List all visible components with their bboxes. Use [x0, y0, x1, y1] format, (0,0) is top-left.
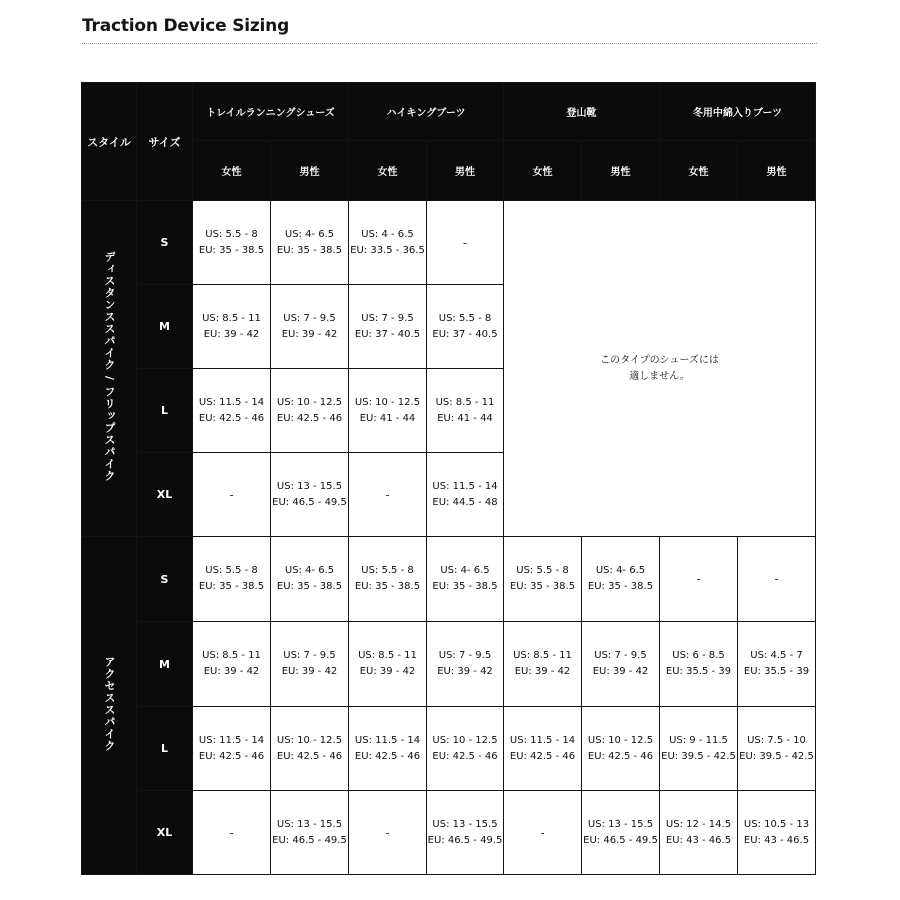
header-gender: 女性: [504, 141, 582, 201]
size-cell: US: 8.5 - 11 EU: 39 - 42: [193, 622, 271, 707]
size-cell-empty: -: [349, 453, 427, 537]
size-cell-empty: -: [349, 791, 427, 875]
size-label: L: [137, 707, 193, 791]
header-size: サイズ: [137, 83, 193, 201]
header-mountaineering-boots: 登山靴: [504, 83, 660, 141]
size-label: M: [137, 622, 193, 707]
header-gender: 女性: [193, 141, 271, 201]
size-cell: US: 11.5 - 14 EU: 44.5 - 48: [427, 453, 504, 537]
size-cell: US: 8.5 - 11 EU: 39 - 42: [504, 622, 582, 707]
header-gender: 男性: [738, 141, 816, 201]
size-cell: US: 9 - 11.5 EU: 39.5 - 42.5: [660, 707, 738, 791]
table-row: [82, 791, 816, 875]
size-cell: US: 12 - 14.5 EU: 43 - 46.5: [660, 791, 738, 875]
header-row-shoe-types: [82, 83, 816, 141]
size-cell: US: 5.5 - 8 EU: 37 - 40.5: [427, 285, 504, 369]
size-cell: US: 7.5 - 10 EU: 39.5 - 42.5: [738, 707, 816, 791]
header-trail-running-shoes: トレイルランニングシューズ: [193, 83, 349, 141]
size-cell: US: 11.5 - 14 EU: 42.5 - 46: [504, 707, 582, 791]
size-cell: US: 13 - 15.5 EU: 46.5 - 49.5: [271, 453, 349, 537]
size-cell-empty: -: [504, 791, 582, 875]
size-cell: US: 10 - 12.5 EU: 42.5 - 46: [427, 707, 504, 791]
size-cell: US: 13 - 15.5 EU: 46.5 - 49.5: [582, 791, 660, 875]
size-label: XL: [137, 791, 193, 875]
size-cell: US: 5.5 - 8 EU: 35 - 38.5: [193, 537, 271, 622]
table-row: [82, 622, 816, 707]
header-gender: 男性: [271, 141, 349, 201]
size-cell: US: 7 - 9.5 EU: 37 - 40.5: [349, 285, 427, 369]
not-applicable-note: このタイプのシューズには 適しません。: [504, 201, 816, 537]
table-row: [82, 707, 816, 791]
size-cell: US: 10 - 12.5 EU: 42.5 - 46: [271, 369, 349, 453]
size-cell: US: 4- 6.5 EU: 35 - 38.5: [271, 537, 349, 622]
style-label: アクセススパイク: [82, 537, 137, 875]
style-label: ディスタンススパイク / フリップスパイク: [82, 201, 137, 537]
size-cell: US: 5.5 - 8 EU: 35 - 38.5: [349, 537, 427, 622]
size-cell: US: 7 - 9.5 EU: 39 - 42: [582, 622, 660, 707]
header-gender: 女性: [660, 141, 738, 201]
size-cell: US: 10.5 - 13 EU: 43 - 46.5: [738, 791, 816, 875]
size-cell: US: 8.5 - 11 EU: 39 - 42: [193, 285, 271, 369]
size-cell: US: 13 - 15.5 EU: 46.5 - 49.5: [271, 791, 349, 875]
size-cell: US: 10 - 12.5 EU: 41 - 44: [349, 369, 427, 453]
title-divider: [82, 43, 817, 44]
size-cell: US: 10 - 12.5 EU: 42.5 - 46: [271, 707, 349, 791]
size-cell: US: 11.5 - 14 EU: 42.5 - 46: [193, 707, 271, 791]
size-cell-empty: -: [738, 537, 816, 622]
size-cell: US: 7 - 9.5 EU: 39 - 42: [427, 622, 504, 707]
size-cell-empty: -: [660, 537, 738, 622]
header-gender: 男性: [427, 141, 504, 201]
page-title: Traction Device Sizing: [82, 16, 290, 36]
header-hiking-boots: ハイキングブーツ: [349, 83, 504, 141]
size-cell-empty: -: [193, 791, 271, 875]
size-label: S: [137, 201, 193, 285]
size-cell: US: 4- 6.5 EU: 35 - 38.5: [271, 201, 349, 285]
size-cell: US: 5.5 - 8 EU: 35 - 38.5: [504, 537, 582, 622]
size-cell: US: 11.5 - 14 EU: 42.5 - 46: [349, 707, 427, 791]
size-cell: US: 4 - 6.5 EU: 33.5 - 36.5: [349, 201, 427, 285]
size-cell: US: 11.5 - 14 EU: 42.5 - 46: [193, 369, 271, 453]
size-cell-empty: -: [193, 453, 271, 537]
header-gender: 男性: [582, 141, 660, 201]
size-cell: US: 13 - 15.5 EU: 46.5 - 49.5: [427, 791, 504, 875]
table-row: [82, 537, 816, 622]
size-cell: US: 6 - 8.5 EU: 35.5 - 39: [660, 622, 738, 707]
size-label: S: [137, 537, 193, 622]
size-cell: US: 4- 6.5 EU: 35 - 38.5: [427, 537, 504, 622]
size-cell-empty: -: [427, 201, 504, 285]
sizing-table: [81, 82, 816, 875]
size-cell: US: 4- 6.5 EU: 35 - 38.5: [582, 537, 660, 622]
size-cell: US: 5.5 - 8 EU: 35 - 38.5: [193, 201, 271, 285]
size-cell: US: 7 - 9.5 EU: 39 - 42: [271, 285, 349, 369]
size-cell: US: 10 - 12.5 EU: 42.5 - 46: [582, 707, 660, 791]
header-style: スタイル: [82, 83, 137, 201]
header-row-genders: [82, 141, 816, 201]
header-gender: 女性: [349, 141, 427, 201]
size-cell: US: 4.5 - 7 EU: 35.5 - 39: [738, 622, 816, 707]
size-cell: US: 8.5 - 11 EU: 41 - 44: [427, 369, 504, 453]
header-insulated-winter-boots: 冬用中綿入りブーツ: [660, 83, 816, 141]
table-row: [82, 201, 816, 285]
size-cell: US: 7 - 9.5 EU: 39 - 42: [271, 622, 349, 707]
size-label: XL: [137, 453, 193, 537]
size-cell: US: 8.5 - 11 EU: 39 - 42: [349, 622, 427, 707]
size-label: M: [137, 285, 193, 369]
size-label: L: [137, 369, 193, 453]
